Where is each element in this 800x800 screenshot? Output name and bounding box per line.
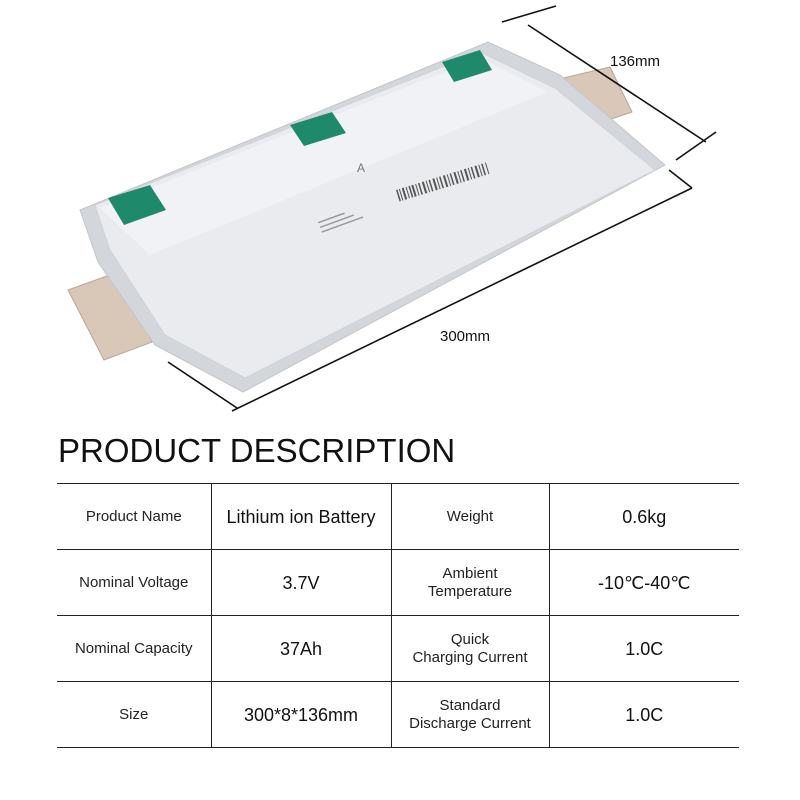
- spec-value-nominal-capacity: 37Ah: [211, 616, 391, 682]
- spec-value-quick-charging-current: 1.0C: [549, 616, 739, 682]
- spec-label-line: Temperature: [427, 582, 513, 600]
- spec-label-nominal-voltage: Nominal Voltage: [57, 550, 211, 616]
- table-row: [57, 616, 739, 682]
- spec-label-standard-discharge-current: [391, 682, 549, 748]
- spec-label-line: Charging Current: [412, 648, 528, 666]
- spec-label-line: Standard: [439, 696, 501, 714]
- spec-value-standard-discharge-current: 1.0C: [549, 682, 739, 748]
- spec-label-product-name: Product Name: [57, 484, 211, 550]
- section-title: PRODUCT DESCRIPTION: [58, 432, 456, 469]
- cell-mark: A: [357, 161, 366, 175]
- spec-label-line: Discharge Current: [409, 714, 531, 732]
- table-row: [57, 682, 739, 748]
- spec-label-line: Weight: [446, 507, 494, 525]
- spec-value-ambient-temperature: -10℃-40℃: [549, 550, 739, 616]
- spec-label-size: Size: [57, 682, 211, 748]
- spec-label-quick-charging-current: [391, 616, 549, 682]
- spec-label-line: Quick: [450, 630, 490, 648]
- spec-table: [57, 483, 739, 748]
- table-row: [57, 484, 739, 550]
- table-row: [57, 550, 739, 616]
- spec-value-product-name: Lithium ion Battery: [211, 484, 391, 550]
- spec-value-size: 300*8*136mm: [211, 682, 391, 748]
- spec-label-nominal-capacity: Nominal Capacity: [57, 616, 211, 682]
- spec-label-line: Ambient: [442, 564, 498, 582]
- spec-value-nominal-voltage: 3.7V: [211, 550, 391, 616]
- spec-label-weight: [391, 484, 549, 550]
- length-dimension-label: 300mm: [440, 328, 491, 345]
- spec-value-weight: 0.6kg: [549, 484, 739, 550]
- width-dimension-label: 136mm: [610, 53, 661, 70]
- spec-label-ambient-temperature: [391, 550, 549, 616]
